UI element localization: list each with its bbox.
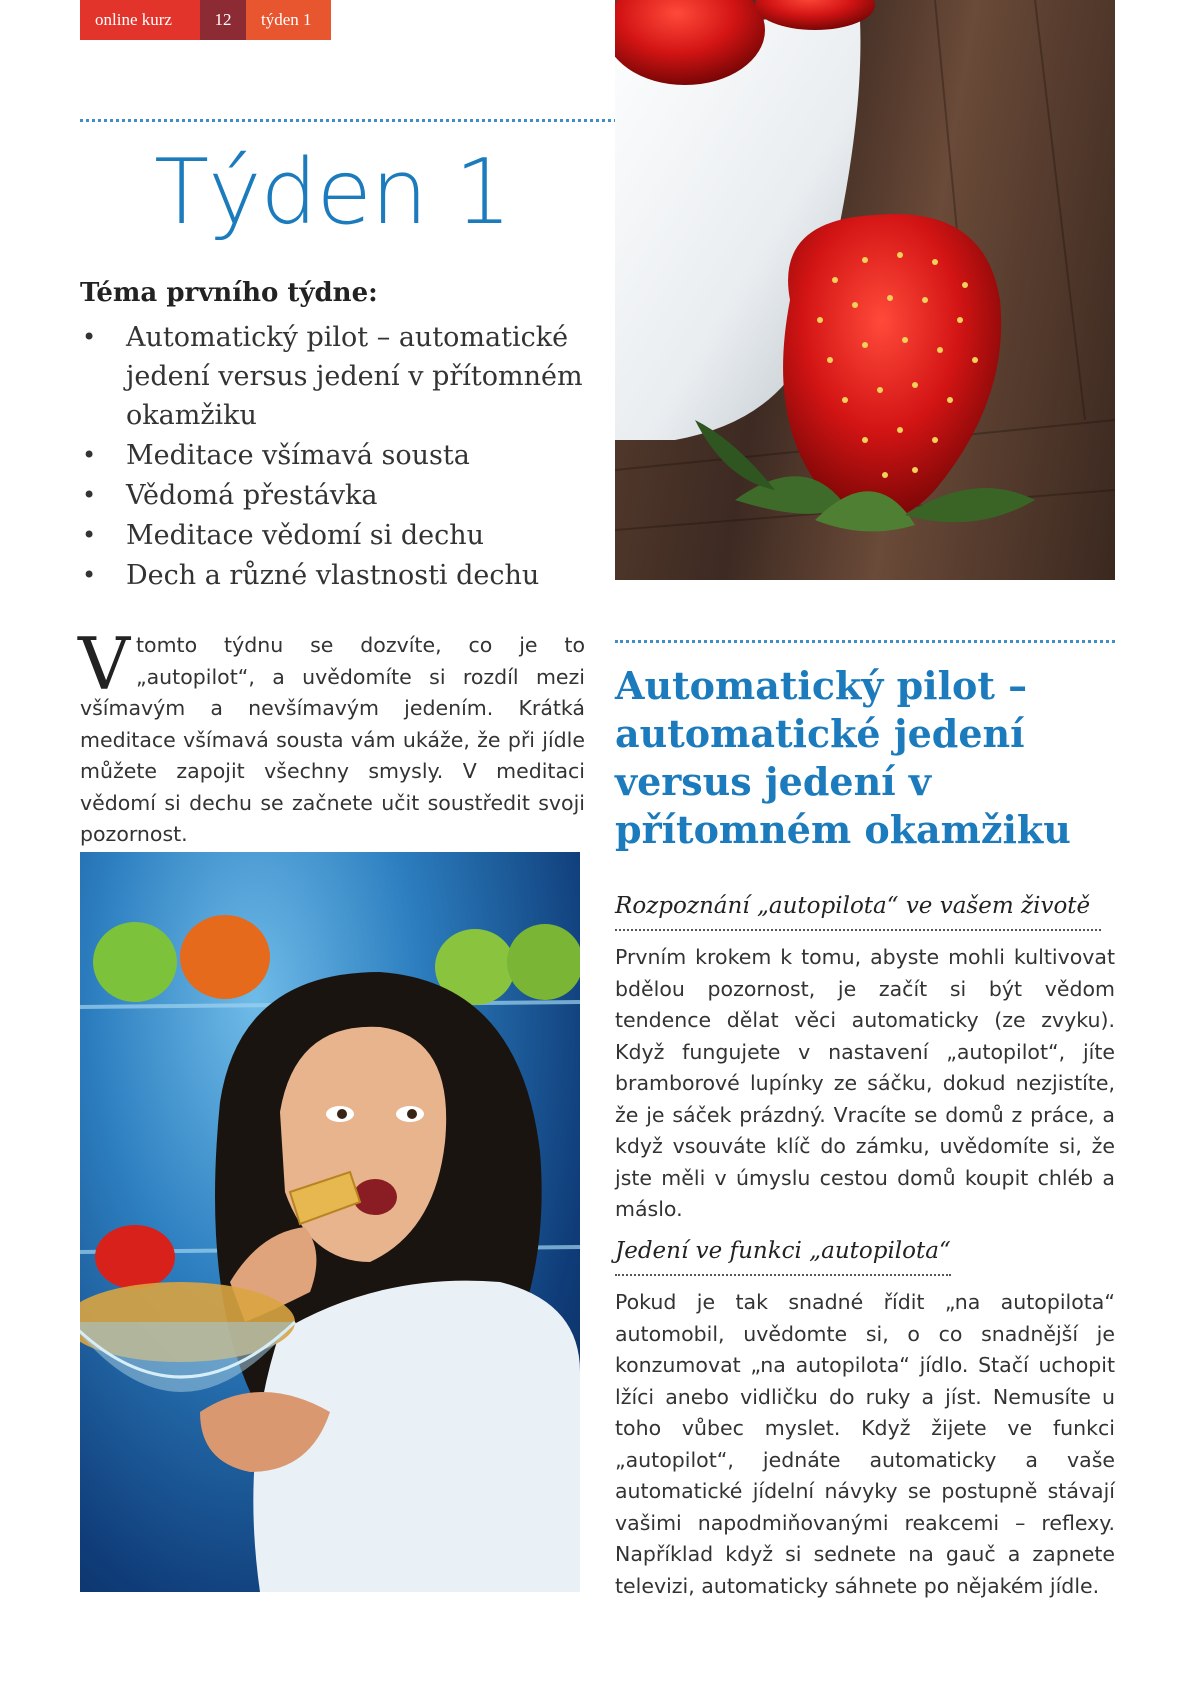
list-item: • Meditace všímavá sousta: [80, 436, 600, 475]
topics-list: [80, 318, 600, 596]
section-dotted-rule: [615, 1274, 951, 1276]
list-item: • Automatický pilot – automatické jedení versus jedení v přítomném okamžiku: [80, 318, 600, 435]
woman-fridge-photo: [80, 852, 580, 1592]
intro-paragraph: [78, 622, 585, 851]
bullet-icon: •: [82, 441, 97, 469]
dropcap: V: [78, 622, 130, 706]
list-item: • Dech a různé vlastnosti dechu: [80, 556, 600, 595]
section-text-eating: Pokud je tak snadné řídit „na autopilota“ automobil, uvědomte si, o co snadnější je konzumovat „na autopilota“ jídlo. Stačí uchopit lžíci anebo vidličku do ruky a jíst. Nemusíte u toho vůbec myslet. Když žijete ve funkci „autopilot“, jednáte automaticky a vaše automatické jídelní návyky se postupně stávají vašimi napodmiňovanými reakcemi – reflexy. Například když si sednete na gauč a zapnete televizi, automaticky sáhnete po nějakém jídle.: [615, 1290, 1115, 1598]
woman-illustration: [80, 852, 580, 1592]
bullet-icon: •: [82, 561, 97, 589]
list-item: • Meditace vědomí si dechu: [80, 516, 600, 555]
bullet-icon: •: [82, 481, 97, 509]
header-tabs: [80, 0, 331, 40]
section-text-recognition: Prvním krokem k tomu, abyste mohli kultivovat bdělou pozornost, je začít si být vědom tendence dělat věci automaticky (ze zvyku). Když fungujete v nastavení „autopilot“, jíte bramborové lupínky ze sáčku, dokud nezjistíte, že je sáček prázdný. Vracíte se domů z práce, a když vsouváte klíč do zámku, uvědomíte si, že jste měli v úmyslu cestou domů koupit chléb a máslo.: [615, 945, 1115, 1221]
page-number: 12: [200, 0, 246, 40]
topics-heading: Téma prvního týdne:: [80, 278, 378, 308]
strawberry-photo: [615, 0, 1115, 580]
article-title: Automatický pilot – automatické jedení versus jedení v přítomném okamžiku: [615, 663, 1071, 852]
section-heading-recognition: Rozpoznání „autopilota“ ve vašem životě: [615, 893, 1091, 919]
page-title: Týden 1: [154, 140, 511, 245]
list-item: • Vědomá přestávka: [80, 476, 600, 515]
section-heading-eating: Jedení ve funkci „autopilota“: [615, 1238, 951, 1264]
strawberry-illustration: [615, 0, 1115, 580]
section-dotted-rule: [615, 929, 1101, 931]
tab-week: týden 1: [246, 0, 331, 40]
bullet-icon: •: [82, 521, 97, 549]
tab-course: online kurz: [80, 0, 200, 40]
intro-text: tomto týdnu se dozvíte, co je to „autopilot“, a uvědomíte si rozdíl mezi všímavým a nevšímavým jedením. Krátká meditace všímavá sousta vám ukáže, že při jídle můžete zapojit všechny smysly. V meditaci vědomí si dechu se začnete učit soustředit svoji pozornost.: [80, 633, 585, 846]
bullet-icon: •: [82, 323, 97, 351]
article-dotted-rule: [615, 640, 1115, 643]
